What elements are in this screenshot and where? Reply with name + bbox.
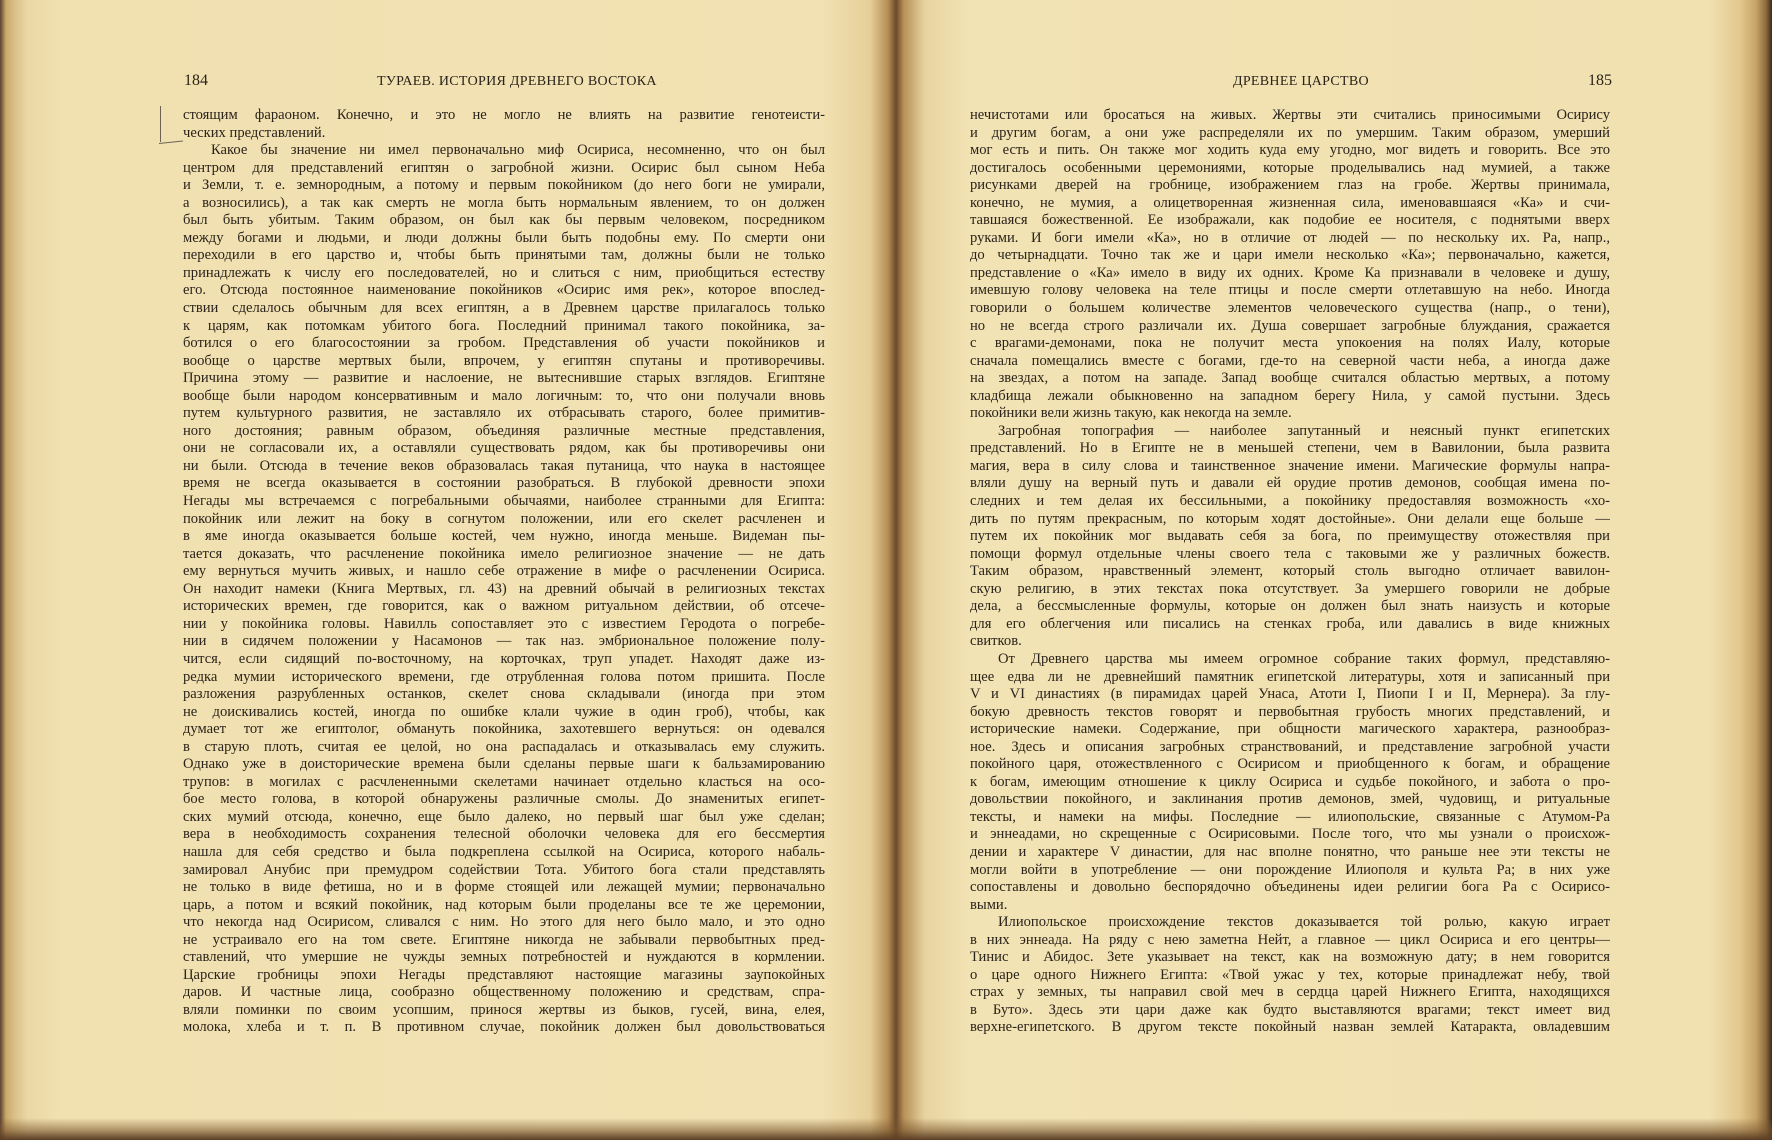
text-line: ботился о его благосостоянии за гробом. Представления об участи покойников и [183,335,825,352]
text-line: кладбища лежали обыкновенно на западном берегу Нила, у самой пустыни. Здесь [970,387,1610,404]
text-line: с врагами-демонами, пока не получит места упокоения на полях Иалу, которые [970,335,1610,352]
text-line: редка мумии исторического времени, где отрубленная голова потом пришита. После [183,668,825,685]
text-line: ни были. Отсюда в течение веков образовалась такая путаница, что наука в настоящее [183,457,825,474]
text-line: разложения разрубленных останков, скелет снова складывали (иногда при этом [183,686,825,703]
text-line: покойники вели жизнь такую, как некогда на земле. [970,405,1292,422]
text-line: ставлений, что умершие не чужды земных потребностей и нуждаются в кормлении. [183,949,825,966]
text-line: Таким образом, нравственный элемент, который столь выгодно отличает вавилон- [970,563,1610,580]
text-line: для его облегчения или писались на стенках гроба, или давались в виде книжных [970,615,1610,632]
text-line: Загробная топография — наиболее запутанный и неясный пункт египетских [998,422,1610,439]
text-line: был быть убитым. Таким образом, он был как бы первым человеком, посредником [183,212,825,229]
text-line: на звездах, а потом на западе. Запад вообще считался областью мертвых, а потому [970,370,1610,387]
text-line: к царям, как потомкам убитого бога. Последний принимал такого покойника, за- [183,317,825,334]
page-bottom-edge [0,1118,1772,1140]
running-head-left: ТУРАЕВ. ИСТОРИЯ ДРЕВНЕГО ВОСТОКА [377,74,657,89]
text-line: вляли поминки по своим усопшим, принося жертвы из быков, гусей, вина, елея, [183,1001,825,1018]
text-line: выми. [970,896,1008,913]
text-line: к богам, имеющим отношение к циклу Осириса и судьбе покойного, и забота о про- [970,773,1610,790]
text-line: до четырнадцати. Точно так же и цари имели несколько «Ка»; первоначально, кажется, [970,247,1610,264]
text-line: вообще о царстве мертвых были, впрочем, у египтян спутаны и противоречивы. [183,352,825,369]
left-page-text [183,107,825,1037]
text-line: представление о «Ка» имело в виду их одних. Кроме Ка признавали в человеке и душу, [970,264,1610,281]
text-line: нии у покойника головы. Навилль сопоставляет это с известием Геродота о погребе- [183,615,825,632]
text-line: сначала помещались вместе с богами, где-то на северной части неба, а иногда даже [970,352,1610,369]
text-line: вляли душу на верный путь и давали ей орудие против демонов, сообщая имена по- [970,475,1610,492]
text-line: бокую древность текстов говорят и первобытная грубость многих представлений, и [970,703,1610,720]
text-line: исторические намеки. Содержание, при общности магического характера, разнообраз- [970,721,1610,738]
text-line: не устраивало его на том свете. Египтяне никогда не забывали первобытных пред- [183,931,825,948]
text-line: вообще были народом консервативным и мало логичным: то, что они получали вновь [183,387,825,404]
text-line: чится, если сидящий по-восточному, на корточках, труп упадет. Находят даже из- [183,650,825,667]
text-line: V и VI династиях (в пирамидах царей Унаса, Атоти I, Пиопи I и II, Мернера). За глу- [970,686,1610,703]
text-line: дении и характере V династии, для нас вполне понятно, что раньше нее эти тексты не [970,843,1610,860]
text-line: не только в виде фетиша, но и в форме стоящей или лежащей мумии; первоначально [183,879,825,896]
text-line: ческих представлений. [183,124,326,141]
text-line: руками. И боги имели «Ка», но в отличие от людей — по нескольку их. Ра, напр., [970,229,1610,246]
text-line: в старую плоть, считая ее целой, но она распадалась и отказывалась ему служить. [183,738,825,755]
text-line: царь, а потом и всякий покойник, над которым были проделаны все те же церемонии, [183,896,825,913]
text-line: ное. Здесь и описания загробных странствований, и представление загробной участи [970,738,1610,755]
text-line: дела, а бессмысленные формулы, которые он должен был знать наизусть и которые [970,598,1610,615]
text-line: имевшую голову человека на теле птицы и после смерти отлетавшую на небо. Иногда [970,282,1610,299]
text-line: но не всегда строго различали их. Душа совершает загробные блуждания, сражается [970,317,1610,334]
text-line: трупов: в могилах с расчлененными скелетами начинает отдельно класться на осо- [183,773,825,790]
text-line: его. Отсюда постоянное наименование покойников «Осирис имя рек», которое впослед- [183,282,825,299]
text-line: стоящим фараоном. Конечно, и это не могло не влиять на развитие генотеисти- [183,107,825,123]
text-line: ских мумий отсюда, конечно, еще было далеко, но первый шаг был уже сделан; [183,808,825,825]
text-line: они не согласовали их, а оставляли существовать рядом, как бы противоречивы они [183,440,825,457]
text-line: в Буто». Здесь эти цари даже как будто выставляются врагами; текст имеет вид [970,1001,1610,1018]
text-line: конечно, не мумия, а олицетворенная жизненная сила, именовавшаяся «Ка» и счи- [970,194,1610,211]
text-line: а возносились), а так как смерть не могла быть нормальным явлением, то он должен [183,194,825,211]
text-line: покойник или лежит на боку в согнутом положении, или его скелет расчленен и [183,510,825,527]
text-line: исторических времен, где говорится, как о важном ритуальном действии, об отсече- [183,598,825,615]
text-line: о царе одного Нижнего Египта: «Твой ужас у тех, которые принадлежат небу, твой [970,966,1610,983]
text-line: страх у земных, ты направил свой меч в сердца царей Нижнего Египта, находящихся [970,984,1610,1001]
text-line: Какое бы значение ни имел первоначально миф Осириса, несомненно, что он был [211,142,825,159]
text-line: покойного царя, отожествленного с Осирисом и приобщенного к богам, и обращение [970,756,1610,773]
text-line: и другим богам, а они уже распределяли их по умершим. Таким образом, умерший [970,124,1610,141]
text-line: Он находит намеки (Книга Мертвых, гл. 43) на древний обычай в религиозных текстах [183,580,825,597]
text-line: в яме иногда оказывается больше костей, чем нужно, иногда меньше. Видеман пы- [183,528,825,545]
text-line: замировал Анубис при премудром содействии Тота. Убитого бога стали представлять [183,861,825,878]
text-line: сопоставлены и довольно беспорядочно объединены идеи религии бога Ра с Осирисо- [970,879,1610,896]
text-line: между богами и людьми, и люди должны были быть подобны ему. По смерти они [183,229,825,246]
text-line: следних и тем делая их бессильными, а покойнику предоставляя возможность «хо- [970,493,1610,510]
text-line: Однако уже в доисторические времена были сделаны первые шаги к бальзамированию [183,756,825,773]
text-line: магия, вера в силу слова и таинственное значение имени. Магические формулы напра- [970,457,1610,474]
text-line: центром для представлений египтян о загробной жизни. Осирис был сыном Неба [183,159,825,176]
text-line: могли войти в употребление — они порождение Илиополя и культа Ра; в них уже [970,861,1610,878]
text-line: принадлежать к числу его последователей, но и слиться с ним, приобщиться естеству [183,264,825,281]
text-line: говорили о большем количестве элементов человеческого существа (напр., о тени), [970,300,1610,317]
text-line: бое место голова, в которой обнаружены различные смолы. До знаменитых египет- [183,791,825,808]
text-line: думает тот же египтолог, обмануть покойника, захотевшего вернуться: он одевался [183,721,825,738]
text-line: тексты, и намеки на мифы. Последние — илиопольские, связанные с Атумом-Ра [970,808,1610,825]
margin-pencil-mark [160,106,171,142]
text-line: нашла для себя средство и была подкреплена ссылкой на Осириса, которого набаль- [183,843,825,860]
text-line: довольствии покойного, и заклинания против демонов, змей, чудовищ, и ритуальные [970,791,1610,808]
text-line: и эннеадами, но скрещенные с Осирисовыми. После того, что мы узнали о происхож- [970,826,1610,843]
text-line: переходили в его царство и, чтобы быть принятыми там, должны были не только [183,247,825,264]
text-line: щее едва ли не древнейший памятник египетской литературы, хотя и записанный при [970,668,1610,685]
text-line: Илиопольское происхождение текстов доказывается той ролью, какую играет [998,914,1610,931]
text-line: путем их покойник мог выдавать себя за бога, по преимуществу отожествляя при [970,528,1610,545]
text-line: ствии сделалось обычным для всех египтян, а в Древнем царстве прилагалось только [183,300,825,317]
text-line: Тинис и Абидос. Зете указывает на текст, как на возможную дату; в нем говорится [970,949,1610,966]
text-line: время не всегда оказывается в состоянии разобраться. В глубокой древности эпохи [183,475,825,492]
text-line: рисунками дверей на гробнице, изображением глаз на гробе. Жертвы принимала, [970,177,1610,194]
page-number-left: 184 [184,72,208,89]
text-line: вера в необходимость сохранения телесной оболочки человека для его бессмертия [183,826,825,843]
text-line: Негады мы встречаемся с погребальными обычаями, наиболее странными для Египта: [183,493,825,510]
page-number-right: 185 [1588,72,1612,89]
text-line: ему вернуться мучить живых, и нашло себе отражение в мифе о расчленении Осириса. [183,563,825,580]
right-page-text [970,107,1610,1037]
text-line: дить по путям прекрасным, по которым ходят достойные». Они делали еще больше — [970,510,1610,527]
text-line: нии в сидячем положении у Насамонов — так наз. эмбриональное положение полу- [183,633,825,650]
text-line: тается доказать, что расчленение покойника имело религиозное значение — не дать [183,545,825,562]
text-line: что некогда над Осирисом, сливался с ним. Но этого для него было мало, и это одно [183,914,825,931]
text-line: даров. И частные лица, сообразно общественному положению и средствам, спра- [183,984,825,1001]
text-line: От Древнего царства мы имеем огромное собрание таких формул, представляю- [998,650,1610,667]
text-line: в них эннеада. На ряду с нею заметна Нейт, а главное — цикл Осириса и его центры— [970,931,1610,948]
text-line: Причина этому — развитие и наслоение, не вытеснившие старых взглядов. Египтяне [183,370,825,387]
text-line: помощи формул отдельные члены своего тела с таковыми же у различных божеств. [970,545,1610,562]
text-line: свитков. [970,633,1022,650]
text-line: достигалось особенными церемониями, которые проделывались над мумией, а также [970,159,1610,176]
text-line: ного достояния; равным образом, объединяя различные местные представления, [183,422,825,439]
text-line: молока, хлеба и т. п. В противном случае, покойник должен был довольствоваться [183,1019,825,1036]
text-line: представлений. Но в Египте не в меньшей степени, чем в Вавилонии, была развита [970,440,1610,457]
text-line: Царские гробницы эпохи Негады представляют настоящие магазины заупокойных [183,966,825,983]
text-line: скую религию, в этих текстах пока отсутствует. За умершего говорили не добрые [970,580,1610,597]
running-head-right: ДРЕВНЕЕ ЦАРСТВО [1233,74,1369,89]
text-line: и Земли, т. е. земнородным, а потому и первым покойником (до него боги не умирали, [183,177,825,194]
text-line: мог есть и пить. Он также мог ходить куда ему угодно, мог видеть и говорить. Все это [970,142,1610,159]
text-line: путем культурного развития, не заставляло их отбрасывать старого, более примитив- [183,405,825,422]
text-line: верхне-египетского. В другом тексте покойный назван землей Катаракта, овладевшим [970,1019,1610,1036]
text-line: нечистотами или бросаться на живых. Жертвы эти считались приносимыми Осирису [970,107,1610,123]
text-line: не доискивались костей, иногда по ошибке клали чужие в один гроб), чтобы, как [183,703,825,720]
text-line: тавшаяся божественной. Ее изображали, как подобие ее носителя, с поднятыми вверх [970,212,1610,229]
